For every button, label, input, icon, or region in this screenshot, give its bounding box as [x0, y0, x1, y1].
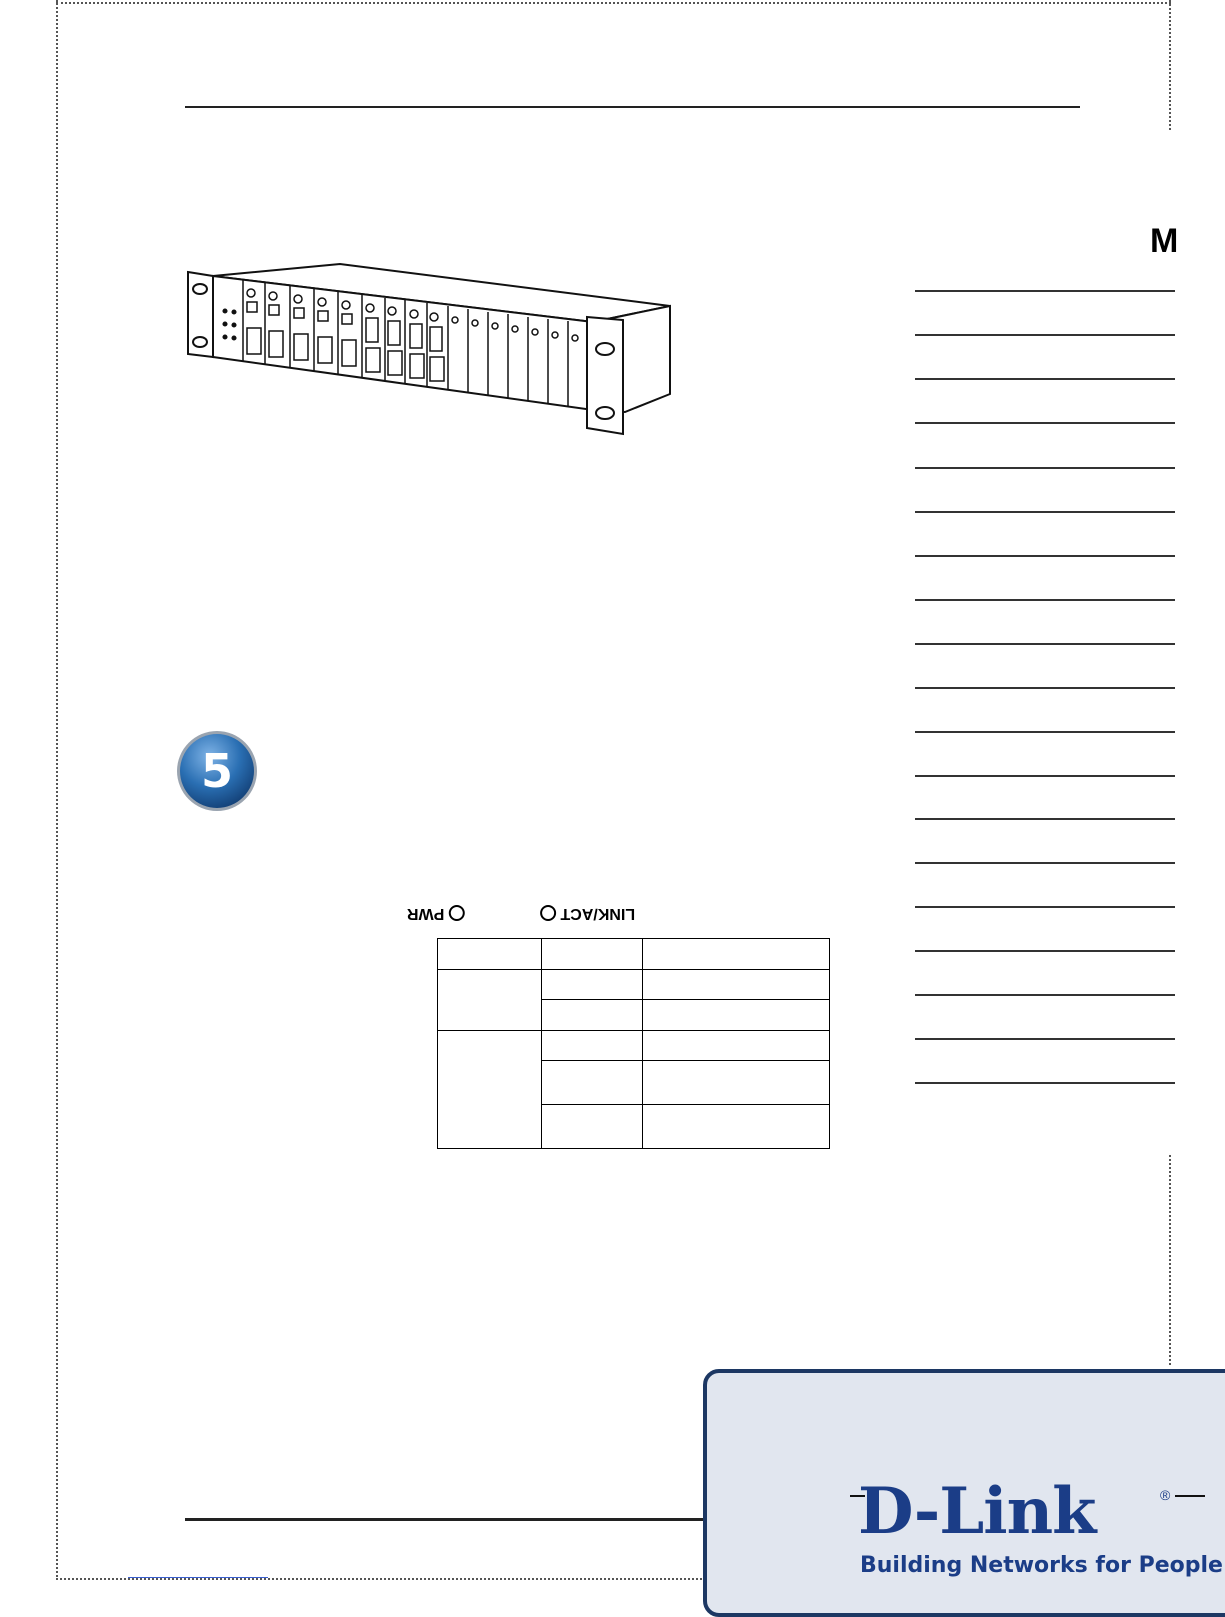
header-rule	[185, 106, 1080, 108]
note-line	[915, 467, 1175, 469]
note-line	[915, 950, 1175, 952]
pwr-led-label	[407, 904, 465, 922]
side-heading: M	[1150, 222, 1179, 260]
note-line	[915, 378, 1175, 380]
note-line	[915, 994, 1175, 996]
table-cell	[542, 939, 643, 970]
page-border-bottom	[56, 1578, 706, 1580]
registered-mark: ®	[1160, 1487, 1171, 1503]
table-cell	[643, 1031, 830, 1061]
table-cell	[542, 1031, 643, 1061]
note-line	[915, 334, 1175, 336]
table-cell	[542, 970, 643, 1000]
note-line	[915, 290, 1175, 292]
table-cell	[643, 1061, 830, 1105]
footer-link-underline	[128, 1577, 268, 1578]
page-border-right	[1169, 0, 1171, 130]
note-line	[915, 906, 1175, 908]
table-row	[438, 970, 830, 1000]
table-cell	[438, 939, 542, 970]
link-act-label: LINK/ACT	[560, 905, 636, 922]
brand-tagline: Building Networks for People	[860, 1553, 1223, 1578]
note-line	[915, 687, 1175, 689]
table-cell	[643, 1105, 830, 1149]
table-cell	[542, 1061, 643, 1105]
note-line	[915, 643, 1175, 645]
table-cell	[643, 970, 830, 1000]
note-line	[915, 599, 1175, 601]
table-cell	[438, 1031, 542, 1149]
table-row	[438, 939, 830, 970]
page-border-top	[56, 2, 1171, 4]
link-act-led-label	[540, 904, 635, 922]
note-line	[915, 818, 1175, 820]
table-cell	[542, 1000, 643, 1031]
note-line	[915, 862, 1175, 864]
led-indicator-table	[437, 938, 830, 1149]
d-link-logo: D-Link	[858, 1474, 1096, 1549]
note-line	[915, 1082, 1175, 1084]
note-line	[915, 1038, 1175, 1040]
pwr-label: PWR	[407, 905, 445, 922]
note-line	[915, 511, 1175, 513]
page-border-right-lower	[1169, 1155, 1171, 1365]
footer-rule	[185, 1518, 705, 1521]
media-converter-chassis-illustration	[185, 262, 685, 442]
led-circle-icon	[540, 905, 556, 921]
step-number: 5	[200, 744, 234, 798]
note-line	[915, 422, 1175, 424]
table-cell	[438, 970, 542, 1031]
table-row	[438, 1031, 830, 1061]
table-cell	[643, 1000, 830, 1031]
led-circle-icon	[449, 905, 465, 921]
note-line	[915, 555, 1175, 557]
page-border-left	[56, 0, 58, 1580]
note-line	[915, 775, 1175, 777]
step-5-badge	[175, 729, 259, 813]
table-cell	[643, 939, 830, 970]
table-cell	[542, 1105, 643, 1149]
logo-rule-right	[1175, 1495, 1205, 1497]
note-line	[915, 731, 1175, 733]
